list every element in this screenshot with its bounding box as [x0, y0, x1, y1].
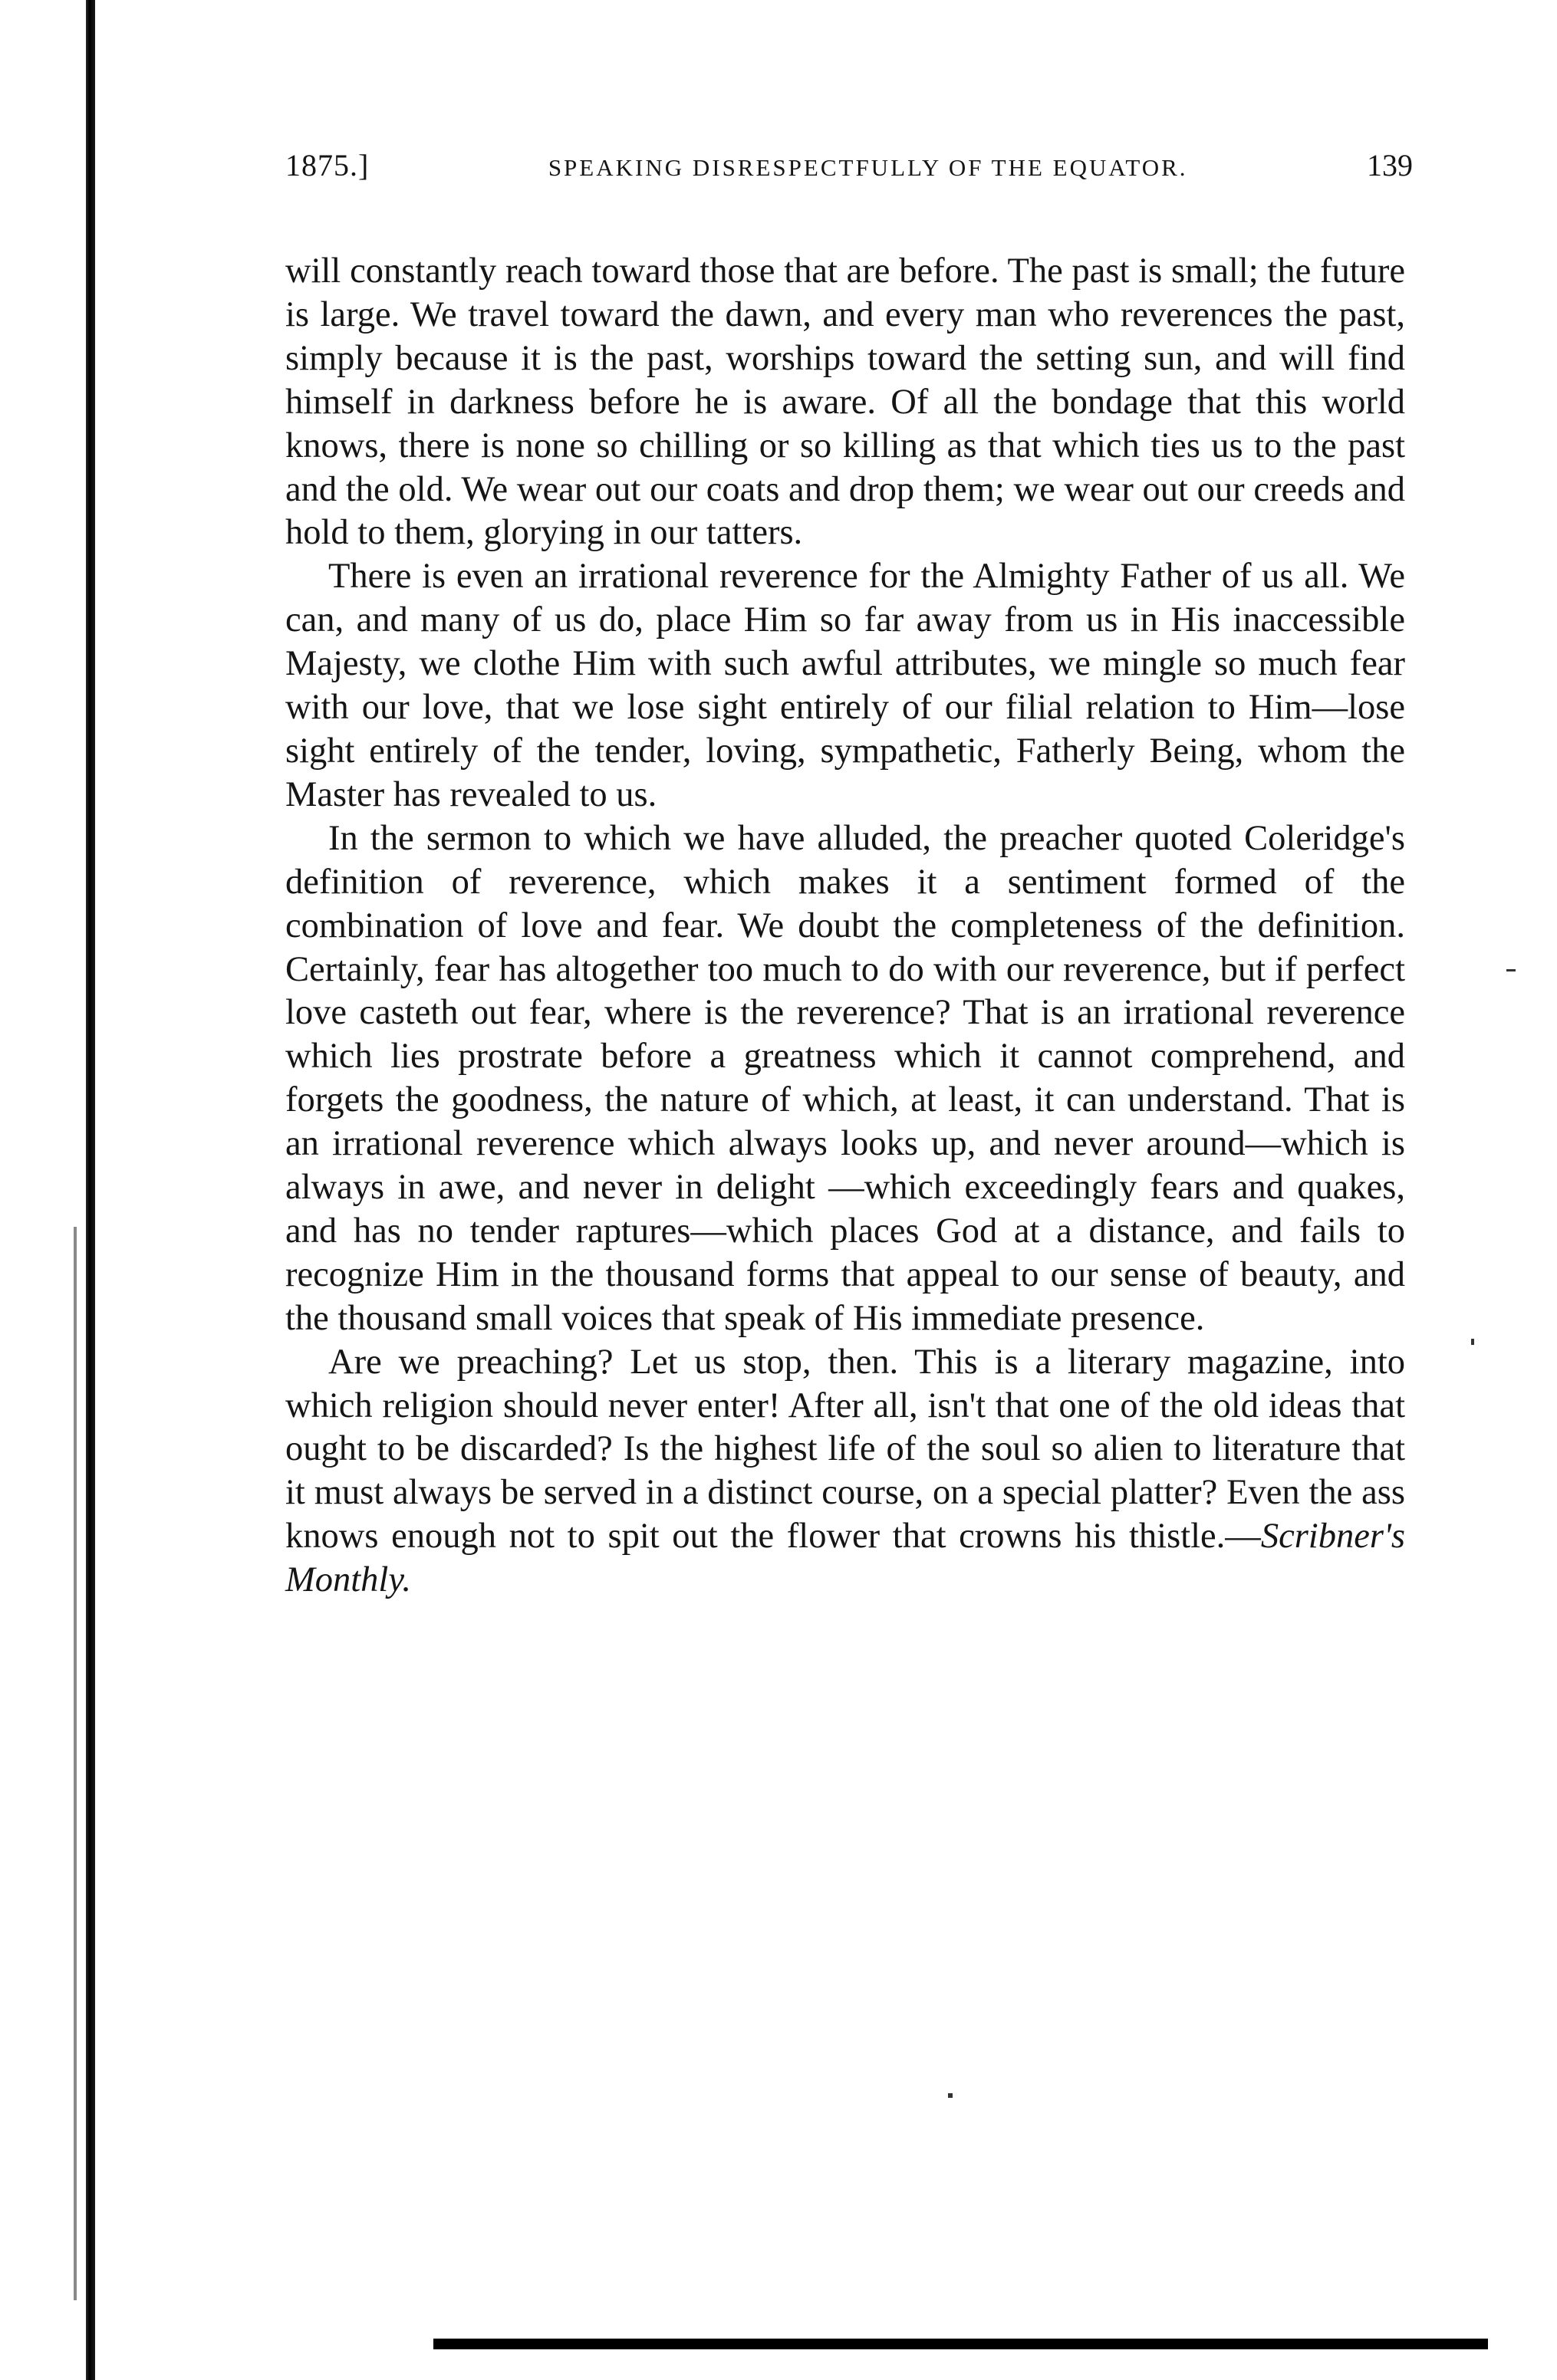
page-number: 139	[1367, 148, 1413, 182]
margin-dash	[1506, 969, 1516, 971]
page-binding-shadow	[74, 1227, 77, 2300]
paragraph-3: In the sermon to which we have alluded, the preacher quoted Coleridge's definition of reverence, which makes it a sentiment formed of the combination of love and fear. We doubt the completeness of the definition. Certainly, fear has altogether too much to do with our reverence, but if perfect love casteth out fear, where is the reverence? That is an irrational reverence which lies prostrate before a greatness which it cannot comprehend, and forgets the goodness, the nature of which, at least, it can understand. That is an irrational reverence which always looks up, and never around—which is always in awe, and never in delight —which exceedingly fears and quakes, and has no tender raptures—which places God at a distance, and fails to recognize Him in the thousand forms that appeal to our sense of beauty, and the thousand small voices that speak of His immediate presence.	[285, 818, 1405, 1338]
footer-rule	[433, 2339, 1488, 2349]
paragraph-2: There is even an irrational reverence for the Almighty Father of us all. We can, and many of us do, place Him so far away from us in His inaccessible Majesty, we clothe Him with such awful attributes, we mingle so much fear with our love, that we lose sight entirely of our filial relation to Him—lose sight entirely of the tender, loving, sympathetic, Fatherly Being, whom the Master has revealed to us.	[285, 557, 1405, 814]
article-body	[285, 250, 1405, 1603]
running-head-year: 1875.]	[285, 148, 370, 182]
page-binding-edge	[86, 0, 95, 2380]
stray-dot	[948, 2093, 953, 2098]
source-attribution: Scribner's Monthly.	[285, 1517, 1405, 1600]
running-head-title: SPEAKING DISRESPECTFULLY OF THE EQUATOR.	[548, 154, 1188, 181]
paragraph-4-text: Are we preaching? Let us stop, then. This is a literary magazine, into which religion should never enter! After all, isn't that one of the old ideas that ought to be discarded? Is the highest life of the soul so alien to literature that it must always be served in a distinct course, on a special platter? Even the ass knows enough not to spit out the flower that crowns his thistle.—	[285, 1342, 1405, 1557]
running-head	[285, 147, 1413, 201]
paragraph-1: will constantly reach toward those that are before. The past is small; the future is large. We travel toward the dawn, and every man who reverences the past, simply because it is the past, worships toward the setting sun, and will find himself in darkness before he is aware. Of all the bondage that this world knows, there is none so chilling or so killing as that which ties us to the past and the old. We wear out our coats and drop them; we wear out our creeds and hold to them, glorying in our tatters.	[285, 251, 1405, 553]
margin-speck	[1471, 1339, 1474, 1345]
paragraph-4	[285, 1341, 1405, 1603]
